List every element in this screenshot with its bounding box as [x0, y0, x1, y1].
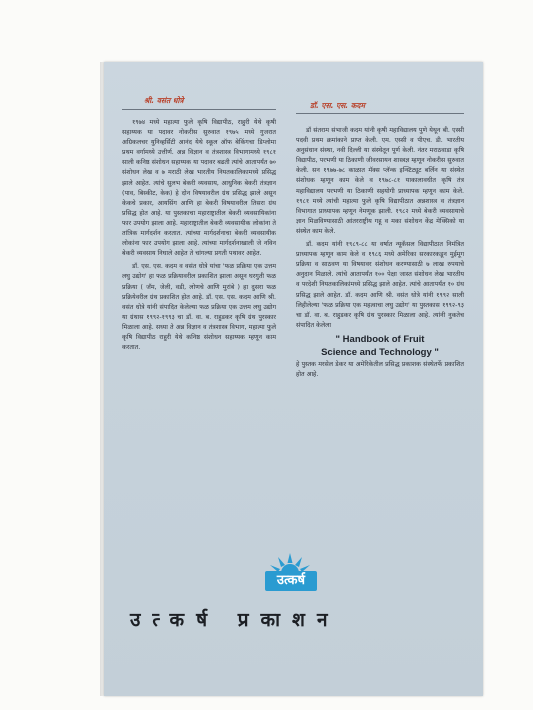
left-paragraph: डॉ. एस. एस. कदम व वसंत धोत्रे यांचा 'फळ प्रक्रिया एक उत्तम लघु उद्योग' हा फळ प्रक्रियावरील प्रकाशित झाला असून घरगुती फळ प्रक्रिया ( जॅम, जेली, वडी, लोणचे आणि मुरांबे ) हा दुसरा फळ प्रक्रियेवरील ग्रंथ प्रकाशित होत आहे. डॉ. एस. एस. कदम आणि श्री. वसंत धोत्रे यांनी संपादित केलेल्या फळ प्रक्रिया एक उत्तम लघु उद्योग या ग्रंथास १९९२-१९९३ चा डॉ. वा. ब. राहुडकर कृषि ग्रंथ पुरस्कार मिळाला आहे. सध्या ते अन्न विज्ञान व तंत्रशास्त्र विभाग, महात्मा फुले कृषि विद्यापीठ राहुरी येथे कनिष्ठ संशोधन सहाय्यक म्हणून काम करतात.	[122, 263, 276, 352]
left-column-heading: श्री. वसंत धोत्रे	[144, 96, 184, 105]
utkarsh-logo	[259, 553, 321, 597]
book-title-line-2: Science and Technology "	[321, 346, 439, 358]
publisher-name: उत्कर्ष प्रकाशन	[130, 609, 340, 631]
right-column-text	[296, 126, 464, 383]
right-paragraph: डॉ संतराम संभाजी कदम यांनी कृषी महाविद्यालय पुणे येथून बी. एस्सी पदवी प्रथम क्रमांकाने प्राप्त केली. एम. एस्सी व पीएच. डी. भारतीय अनुसंधान संस्था, नवी दिल्ली या संस्थेतून पूर्ण केली. नंतर मराठवाडा कृषि विद्यापीठ, परभणी या ठिकाणी जीवरसायन शास्त्रज्ञ म्हणून नोकरीस सुरुवात केली. सन १९७७-७८ काळात मॅक्स प्लॅन्क इन्स्टिट्यूट बर्लिन या संस्थेत संशोधक म्हणून काम केले व १९७८-८१ याकालावधीत कृषि तंत्र महाविद्यालय परभणी या ठिकाणी सहयोगी प्राध्यापक म्हणून काम केले. १९८१ मध्ये त्यांची महात्मा फुले कृषि विद्यापीठात अन्नशास्त्र व तंत्रज्ञान विभागात प्राध्यापक म्हणून नेमणूक झाली. १९८२ मध्ये बेकरी व्यवसायाचे ज्ञान मिळविण्यासाठी आंतरराष्ट्रीय गहू व मका संशोधन केंद्र मेक्सिको या संस्थेत काम केले.	[296, 127, 464, 235]
left-column-text	[122, 118, 276, 356]
book-title-line-1: " Handbook of Fruit	[335, 333, 425, 345]
right-column-heading: डॉ. एस. एस. कदम	[310, 101, 365, 110]
left-heading-rule	[122, 109, 276, 110]
right-heading-rule	[296, 113, 464, 114]
right-paragraph: डॉ. कदम यांनी १९८९-८८ या वर्षात न्यूकॅसल विद्यापीठात निमंत्रित प्राध्यापक म्हणून काम केले व १९८६ मध्ये अमेरिका सरकारकडून मुईमूग प्रक्रिया व साठवण या विषयावर संशोधन करण्यासाठी ७ लाख रुपयाचे अनुदान मिळाले. त्यांचे आतापर्यंत १०० पेक्षा जास्त संशोधन लेख भारतीय व परदेशी नियतकालिकांमध्ये प्रसिद्ध झाले आहेत. त्यांचे आतापर्यंत १० ग्रंथ प्रसिद्ध झाले आहेत. डॉ. कदम आणि श्री. वसंत धोत्रे यांनी १९९२ साली लिहीलेल्या 'फळ प्रक्रिया एक महत्वाचा लघु उद्योग' या पुस्तकास १९९२-९३ चा डॉ. वा. ब. राहुडकर कृषि ग्रंथ पुरस्कार मिळाला आहे. त्यांनी नुकतेच संपादित केलेला	[296, 241, 464, 329]
logo-wordmark: उत्कर्ष	[265, 571, 317, 591]
left-paragraph: १९७४ मध्ये महात्मा फुले कृषि विद्यापीठ, राहुरी येथे कृषी सहाय्यक या पदावर नोकरीस सुरुवात १९७५ मध्ये गुजरात अग्रिकलचर युनिव्हर्सिटी आनंद येथे स्कूल ऑफ बेकिंगचा डिप्लोमा प्रथम वर्गामध्ये उत्तीर्ण. अन्न विज्ञान व तंत्रशास्त्र विभागामध्ये १९८१ साली कनिष्ठ संशोधन सहाय्यक या पदावर बढती त्यांचे आतापर्यंत ७० संशोधन लेख व ७ मराठी लेख भारतीय नियतकालिकामध्ये प्रसिद्ध झाले आहेत. त्यांचे सुलभ बेकरी व्यवसाय, आधुनिक बेकरी तंत्रज्ञान (पाव, बिस्कीट, केक) हे दोन विषयावरील ग्रंथ प्रसिद्ध झाले असून केकचे प्रकार, आयसिंग आणि हा बेकरी विषयावरील तिसरा ग्रंथ प्रसिद्ध होत आहे. या पुस्तकाचा महाराष्ट्रातील बेकरी व्यवसायिकांना फार उपयोग झाला आहे. महाराष्ट्रातील बेकरी व्यवसायीक लोकांना ते तांत्रिक मार्गदर्शन करतात. त्यांच्या मार्गदर्शनाचा बेकरी व्यवसायीक लोकांना फार उपयोग झाला आहे. त्यांच्या मार्गदर्शनाखाली जे नविन बेकरी व्यवसाय निघाले आहेत ते चांगल्या प्रगती पथावर आहेत.	[122, 119, 276, 258]
right-paragraph: हे पुस्तक मरसेल डेकर या अमेरिकेतील प्रसिद्ध प्रकाशक संस्थेतर्फे प्रकाशित होत आहे.	[296, 360, 464, 378]
